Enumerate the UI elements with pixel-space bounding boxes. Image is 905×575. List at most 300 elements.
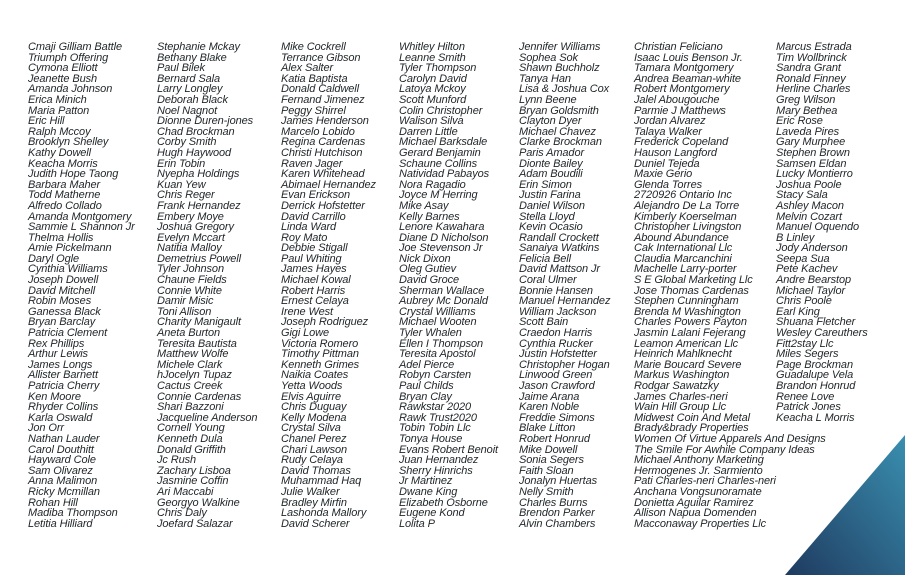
name-entry: James Henderson xyxy=(281,115,369,128)
name-entry: Letitia Hilliard xyxy=(28,517,93,530)
name-entry: Linwood Green xyxy=(519,369,593,382)
name-entry: Hayward Cole xyxy=(28,454,96,467)
name-entry: Noel Nagnot xyxy=(157,104,218,117)
name-entry: Women Of Virtue Apparels And Designs xyxy=(634,432,826,445)
name-entry: Randall Crockett xyxy=(519,231,599,244)
name-entry: Crystal Williams xyxy=(399,305,476,318)
name-entry: Ganessa Black xyxy=(28,305,101,318)
name-entry: Ken Moore xyxy=(28,390,81,403)
name-entry: Maxie Gerio xyxy=(634,168,693,181)
name-entry: Adel Pierce xyxy=(399,358,455,371)
name-entry: Mike Cockrell xyxy=(281,41,346,53)
name-entry: B Linley xyxy=(776,231,815,244)
name-entry: Bonnie Hansen xyxy=(519,284,593,297)
name-entry: Nyepha Holdings xyxy=(157,168,240,181)
name-entry: Amanda Johnson xyxy=(28,83,113,96)
name-entry: Tyler Thompson xyxy=(399,62,477,75)
name-entry: Ronald Finney xyxy=(776,72,846,85)
name-entry: Julie Walker xyxy=(281,485,340,498)
name-entry: Cactus Creek xyxy=(157,380,223,392)
name-entry: Teresita Apostol xyxy=(399,348,476,361)
name-entry: Hugh Haywood xyxy=(157,146,232,159)
name-entry: Crystal Silva xyxy=(281,422,341,435)
name-entry: Derrick Hofstetter xyxy=(281,199,365,212)
name-entry: Madiba Thompson xyxy=(28,507,118,520)
name-entry: Kelly Modena xyxy=(281,411,347,424)
name-entry: Kenneth Grimes xyxy=(281,358,360,371)
name-entry: Stacy Sala xyxy=(776,189,828,202)
name-entry: Michael Wooten xyxy=(399,316,477,329)
name-entry: Amie Pickelmann xyxy=(28,242,112,255)
name-entry: Corby Smith xyxy=(157,136,217,149)
name-entry: Chris Poole xyxy=(776,295,832,308)
name-entry: Herline Charles xyxy=(776,83,851,96)
name-entry: Judith Hope Taong xyxy=(28,168,119,181)
name-entry: Felicia Bell xyxy=(519,252,571,265)
name-entry: Robyn Carsten xyxy=(399,369,472,382)
name-entry: David Thomas xyxy=(281,464,351,477)
name-entry: Duniel Tejeda xyxy=(634,157,700,170)
name-entry: Cornell Young xyxy=(157,422,225,435)
name-entry: Claudia Marcanchini xyxy=(634,252,732,265)
name-entry: Page Brockman xyxy=(776,358,853,371)
name-entry: Craedon Harris xyxy=(519,327,593,340)
name-entry: Darren Little xyxy=(399,125,458,138)
name-entry: Kelly Barnes xyxy=(399,210,460,223)
name-entry: Renee Love xyxy=(776,390,835,403)
name-entry: Connie White xyxy=(157,284,222,297)
name-entry: Justin Farina xyxy=(519,189,581,202)
name-entry: Latoya Mckoy xyxy=(399,83,466,96)
name-entry: The Smile For Awhile Company Ideas xyxy=(634,443,815,456)
name-entry: Regina Cardenas xyxy=(281,136,366,149)
name-entry: Manuel Oquendo xyxy=(776,221,859,234)
name-entry: Adam Boudili xyxy=(519,168,583,181)
name-entry: Parmie J Matthews xyxy=(634,104,726,117)
name-entry: Andre Bearstop xyxy=(776,274,852,287)
name-entry: Thelma Hollis xyxy=(28,231,94,244)
name-entry: Heinrich Mahlknecht xyxy=(634,348,732,361)
name-entry: Peggy Shirrel xyxy=(281,104,346,117)
name-entry: David Groce xyxy=(399,274,460,287)
name-entry: Gerard Benjamin xyxy=(399,146,481,159)
name-entry: Scott Bain xyxy=(519,316,569,329)
name-entry: Melvin Cozart xyxy=(776,210,842,223)
name-entry: Evelyn Mccart xyxy=(157,231,225,244)
name-entry: Jalel Abougouche xyxy=(634,93,720,106)
name-entry: Joefard Salazar xyxy=(157,517,233,530)
name-entry: Tyler Whalen xyxy=(399,327,462,340)
name-entry: David Carrillo xyxy=(281,210,346,223)
name-entry: David Mattson Jr xyxy=(519,263,600,276)
name-entry: Frederick Copeland xyxy=(634,136,729,149)
names-column-7 xyxy=(776,42,868,423)
name-entry: Mike Dowell xyxy=(519,443,578,456)
name-entry: Erin Tobin xyxy=(157,157,206,170)
name-entry: Joe Stevenson Jr xyxy=(399,242,483,255)
name-entry: Karen Noble xyxy=(519,401,580,414)
name-entry: Isaac Louis Benson Jr. xyxy=(634,51,743,64)
name-entry: Jacqueline Anderson xyxy=(157,411,258,424)
name-entry: Donald Griffith xyxy=(157,443,226,456)
name-entry: Anna Malimon xyxy=(28,475,98,488)
name-entry: Jaime Arana xyxy=(519,390,580,403)
name-entry: Nora Ragadio xyxy=(399,178,466,191)
name-entry: Brendon Parker xyxy=(519,507,595,520)
name-entry: Keacha L Morris xyxy=(776,411,855,424)
name-entry: Charles Powers Payton xyxy=(634,316,747,329)
name-entry: Aneta Burton xyxy=(157,327,221,340)
name-entry: Midwest Coin And Metal xyxy=(634,411,750,424)
name-entry: Barbara Maher xyxy=(28,178,101,191)
name-entry: Arthur Lewis xyxy=(28,348,88,361)
name-entry: Amanda Montgomery xyxy=(28,210,132,223)
name-entry: Joshua Gregory xyxy=(157,221,234,234)
name-entry: Joseph Dowell xyxy=(28,274,99,287)
name-entry: Kimberly Koerselman xyxy=(634,210,737,223)
name-entry: Tobin Tobin Llc xyxy=(399,422,471,435)
name-entry: Jose Thomas Cardenas xyxy=(634,284,749,297)
name-entry: Patrick Jones xyxy=(776,401,841,414)
name-entry: Todd Matherne xyxy=(28,189,101,202)
name-entry: Brady&brady Properties xyxy=(634,422,749,435)
name-entry: James Hayes xyxy=(281,263,347,276)
name-entry: Bethany Blake xyxy=(157,51,227,64)
name-entry: James Longs xyxy=(28,358,93,371)
name-entry: 2720926 Ontario Inc xyxy=(634,189,732,202)
name-entry: Miles Segers xyxy=(776,348,839,361)
name-entry: Alfredo Collado xyxy=(28,199,102,212)
name-entry: Terrance Gibson xyxy=(281,51,361,64)
name-entry: Lisa & Joshua Cox xyxy=(519,83,610,96)
name-entry: Dionne Duren-jones xyxy=(157,115,254,128)
name-entry: Marcelo Lobido xyxy=(281,125,355,138)
name-entry: Donald Caldwell xyxy=(281,83,359,96)
name-entry: Macconaway Properties Llc xyxy=(634,517,767,530)
name-entry: Clarke Brockman xyxy=(519,136,602,149)
name-entry: Chanel Perez xyxy=(281,432,347,445)
name-entry: Jasmine Coffin xyxy=(157,475,229,488)
name-entry: Bryan Goldsmith xyxy=(519,104,599,117)
name-entry: Eugene Kond xyxy=(399,507,465,520)
name-entry: Tyler Johnson xyxy=(157,263,224,276)
name-entry: Pete Kachev xyxy=(776,263,838,276)
name-entry: Tamara Montgomery xyxy=(634,62,734,75)
name-entry: Justin Hofstetter xyxy=(519,348,597,361)
name-entry: Irene West xyxy=(281,305,333,318)
name-entry: Jason Crawford xyxy=(519,380,595,392)
name-entry: Jr Martinez xyxy=(399,475,453,488)
name-entry: Yetta Woods xyxy=(281,380,343,392)
name-entry: Andrea Beaman-white xyxy=(634,72,741,85)
name-entry: Keacha Morris xyxy=(28,157,98,170)
name-entry: Cymona Elliott xyxy=(28,62,98,75)
name-entry: Evan Erickson xyxy=(281,189,351,202)
name-entry: Jeanette Bush xyxy=(28,72,98,85)
name-entry: Seepa Sua xyxy=(776,252,830,265)
name-entry: Triumph Offering xyxy=(28,51,109,64)
name-entry: Robert Harris xyxy=(281,284,346,297)
name-entry: Nelly Smith xyxy=(519,485,574,498)
name-entry: Alex Salter xyxy=(281,62,334,75)
name-entry: Rudy Celaya xyxy=(281,454,343,467)
name-entry: Michael Kowal xyxy=(281,274,351,287)
name-entry: Ernest Celaya xyxy=(281,295,349,308)
name-entry: Lashonda Mallory xyxy=(281,507,367,520)
name-entry: Frank Hernandez xyxy=(157,199,241,212)
name-entry: Sanaiya Watkins xyxy=(519,242,600,255)
name-entry: Damir Misic xyxy=(157,295,214,308)
name-entry: Machelle Larry-porter xyxy=(634,263,737,276)
name-entry: Kevin Ocasio xyxy=(519,221,583,234)
name-entry: Erin Simon xyxy=(519,178,572,191)
name-entry: Daryl Ogle xyxy=(28,252,79,265)
name-entry: hJocelyn Tupaz xyxy=(157,369,232,382)
name-entry: Paris Amador xyxy=(519,146,585,159)
name-entry: Mary Bethea xyxy=(776,104,838,117)
name-entry: Cak International Llc xyxy=(634,242,733,255)
names-column-5 xyxy=(519,42,610,529)
name-entry: Gary Murphee xyxy=(776,136,846,149)
name-entry: Christian Feliciano xyxy=(634,41,723,53)
name-entry: Cynthia Rucker xyxy=(519,337,593,350)
name-entry: Jasmin Lalani Fejerang xyxy=(634,327,746,340)
name-entry: Paul Bilek xyxy=(157,62,205,75)
name-entry: Muhammad Haq xyxy=(281,475,362,488)
name-entry: Joseph Rodriguez xyxy=(281,316,369,329)
name-entry: Manuel Hernandez xyxy=(519,295,611,308)
name-entry: Dionte Bailey xyxy=(519,157,583,170)
name-entry: Charity Manigault xyxy=(157,316,241,329)
name-entry: Shari Bazzoni xyxy=(157,401,224,414)
name-entry: Tonya House xyxy=(399,432,463,445)
name-entry: Whitley Hilton xyxy=(399,41,465,53)
name-entry: Zachary Lisboa xyxy=(157,464,231,477)
name-entry: Eric Rose xyxy=(776,115,823,128)
name-entry: Raven Jager xyxy=(281,157,343,170)
name-entry: Greg Wilson xyxy=(776,93,836,106)
name-entry: Larry Longley xyxy=(157,83,223,96)
name-entry: Abound Abundance xyxy=(634,231,729,244)
name-entry: Robert Honrud xyxy=(519,432,590,445)
name-entry: Stephen Brown xyxy=(776,146,850,159)
name-entry: Cmaji Gilliam Battle xyxy=(28,41,122,53)
donor-names-list xyxy=(0,42,905,542)
name-entry: Talaya Walker xyxy=(634,125,702,138)
name-entry: Shuana Fletcher xyxy=(776,316,856,329)
name-entry: Joyce M Herring xyxy=(399,189,478,202)
name-entry: Jennifer Williams xyxy=(519,41,601,53)
name-entry: Wesley Careuthers xyxy=(776,327,868,340)
name-entry: Ralph Mccoy xyxy=(28,125,91,138)
names-column-1 xyxy=(28,42,135,529)
name-entry: Freddie Simons xyxy=(519,411,595,424)
name-entry: Dwane King xyxy=(399,485,458,498)
name-entry: Tanya Han xyxy=(519,72,571,85)
name-entry: Michael Chavez xyxy=(519,125,596,138)
name-entry: William Jackson xyxy=(519,305,597,318)
name-entry: Sandra Grant xyxy=(776,62,841,75)
name-entry: Ricky Mcmillan xyxy=(28,485,100,498)
name-entry: Lenore Kawahara xyxy=(399,221,485,234)
name-entry: Kuan Yew xyxy=(157,178,206,191)
name-entry: Jody Anderson xyxy=(776,242,848,255)
names-column-2 xyxy=(157,42,257,529)
name-entry: James Charles-neri xyxy=(634,390,728,403)
name-entry: Karen Whitehead xyxy=(281,168,365,181)
name-entry: Maria Patton xyxy=(28,104,90,117)
name-entry: Brooklyn Shelley xyxy=(28,136,109,149)
name-entry: Alvin Chambers xyxy=(519,517,596,530)
name-entry: Eric Hill xyxy=(28,115,65,128)
name-entry: Georgyo Walkine xyxy=(157,496,240,509)
name-entry: Matthew Wolfe xyxy=(157,348,229,361)
name-entry: Karla Oswald xyxy=(28,411,93,424)
name-entry: Teresita Bautista xyxy=(157,337,237,350)
name-entry: Nathan Lauder xyxy=(28,432,100,445)
name-entry: Marie Boucard Severe xyxy=(634,358,742,371)
names-column-3 xyxy=(281,42,376,529)
name-entry: Mike Asay xyxy=(399,199,449,212)
name-entry: Michael Taylor xyxy=(776,284,846,297)
name-entry: Oleg Gutiev xyxy=(399,263,456,276)
name-entry: Bryan Clay xyxy=(399,390,452,403)
name-entry: Jon Orr xyxy=(28,422,64,435)
name-entry: Cynthia Williams xyxy=(28,263,108,276)
name-entry: Stephanie Mckay xyxy=(157,41,240,53)
name-entry: Demetrius Powell xyxy=(157,252,241,265)
name-entry: Rex Phillips xyxy=(28,337,85,350)
name-entry: Charles Burns xyxy=(519,496,588,509)
name-entry: Daniel Wilson xyxy=(519,199,585,212)
name-entry: Sherman Wallace xyxy=(399,284,485,297)
name-entry: Markus Washington xyxy=(634,369,730,382)
name-entry: Sonia Segers xyxy=(519,454,584,467)
name-entry: Stephen Cunningham xyxy=(634,295,739,308)
name-entry: Christi Hutchison xyxy=(281,146,363,159)
name-entry: Scott Munford xyxy=(399,93,467,106)
name-entry: Glenda Torres xyxy=(634,178,702,191)
name-entry: Ellen I Thompson xyxy=(399,337,483,350)
name-entry: Erica Minich xyxy=(28,93,87,106)
name-entry: Victoria Romero xyxy=(281,337,359,350)
name-entry: Sophea Sok xyxy=(519,51,578,64)
name-entry: David Scherer xyxy=(281,517,350,530)
name-entry: Gigi Lowe xyxy=(281,327,330,340)
name-entry: Ari Maccabi xyxy=(157,485,214,498)
name-entry: S E Global Marketing Llc xyxy=(634,274,753,287)
name-entry: Toni Allison xyxy=(157,305,212,318)
name-entry: Christopher Livingston xyxy=(634,221,742,234)
name-entry: Wain Hill Group Llc xyxy=(634,401,727,414)
name-entry: Lucky Montierro xyxy=(776,168,853,181)
name-entry: Michael Barksdale xyxy=(399,136,488,149)
name-entry: Diane D Nicholson xyxy=(399,231,489,244)
name-entry: Schaune Collins xyxy=(399,157,477,170)
name-entry: Rohan Hill xyxy=(28,496,78,509)
name-entry: Allison Napua Domenden xyxy=(634,507,757,520)
name-entry: Timothy Pittman xyxy=(281,348,359,361)
name-entry: Allister Barnett xyxy=(28,369,98,382)
name-entry: Natitia Malloy xyxy=(157,242,222,255)
name-entry: Ashley Macon xyxy=(776,199,844,212)
name-entry: Deborah Black xyxy=(157,93,228,106)
name-entry: Michele Clark xyxy=(157,358,223,371)
name-entry: Kathy Dowell xyxy=(28,146,91,159)
name-entry: Chris Daly xyxy=(157,507,207,520)
name-entry: Bryan Barclay xyxy=(28,316,96,329)
name-entry: Earl King xyxy=(776,305,820,318)
name-entry: Kenneth Dula xyxy=(157,432,223,445)
name-entry: Bradley Mirfin xyxy=(281,496,347,509)
name-entry: Brenda M Washington xyxy=(634,305,741,318)
names-column-4 xyxy=(399,42,498,529)
name-entry: Paul Whiting xyxy=(281,252,342,265)
name-entry: Anchana Vongsunoramate xyxy=(634,485,762,498)
corner-triangle-decoration xyxy=(785,435,905,575)
name-entry: Leanne Smith xyxy=(399,51,466,64)
name-entry: Connie Cardenas xyxy=(157,390,242,403)
name-entry: Sherry Hinrichs xyxy=(399,464,473,477)
name-entry: Hermogenes Jr. Sarmiento xyxy=(634,464,763,477)
name-entry: Marcus Estrada xyxy=(776,41,852,53)
name-entry: Chris Duguay xyxy=(281,401,347,414)
name-entry: Christopher Hogan xyxy=(519,358,610,371)
name-entry: Coral Ulmer xyxy=(519,274,577,287)
name-entry: Naikia Coates xyxy=(281,369,349,382)
name-entry: Sam Olivarez xyxy=(28,464,93,477)
name-entry: Rawkstar 2020 xyxy=(399,401,472,414)
name-entry: Paul Childs xyxy=(399,380,454,392)
name-entry: Michael Anthony Marketing xyxy=(634,454,764,467)
name-entry: Colin Christopher xyxy=(399,104,483,117)
name-entry: Katia Baptista xyxy=(281,72,348,85)
name-entry: Leamon American Llc xyxy=(634,337,739,350)
name-entry: Juan Hernandez xyxy=(399,454,479,467)
name-entry: Chari Lawson xyxy=(281,443,348,456)
name-entry: Chris Reger xyxy=(157,189,215,202)
name-entry: Elizabeth Osborne xyxy=(399,496,488,509)
name-entry: Guadalupe Vela xyxy=(776,369,854,382)
name-entry: Shawn Buchholz xyxy=(519,62,600,75)
name-entry: Fitt2stay Llc xyxy=(776,337,834,350)
name-entry: David Mitchell xyxy=(28,284,96,297)
name-entry: Nick Dixon xyxy=(399,252,451,265)
name-entry: Jc Rush xyxy=(157,454,197,467)
name-entry: Carol Douthitt xyxy=(28,443,94,456)
name-entry: Roy Mato xyxy=(281,231,328,244)
name-entry: Patricia Clement xyxy=(28,327,108,340)
name-entry: Elvis Aguirre xyxy=(281,390,342,403)
name-entry: Walison Silva xyxy=(399,115,464,128)
name-entry: Laveda Pires xyxy=(776,125,840,138)
name-entry: Robert Montgomery xyxy=(634,83,730,96)
name-entry: Robin Moses xyxy=(28,295,92,308)
name-entry: Tim Wollbrinck xyxy=(776,51,847,64)
name-entry: Pati Charles-neri Charles-neri xyxy=(634,475,776,488)
name-entry: Bernard Sala xyxy=(157,72,221,85)
name-entry: Rhyder Collins xyxy=(28,401,99,414)
name-entry: Chad Brockman xyxy=(157,125,235,138)
name-entry: Fernand Jimenez xyxy=(281,93,365,106)
name-entry: Hauson Langford xyxy=(634,146,717,159)
name-entry: Linda Ward xyxy=(281,221,337,234)
name-entry: Chaune Fields xyxy=(157,274,227,287)
name-entry: Joshua Poole xyxy=(776,178,842,191)
name-entry: Donietta Aguilar Ramirez xyxy=(634,496,754,509)
name-entry: Embery Moye xyxy=(157,210,224,223)
name-entry: Natividad Pabayos xyxy=(399,168,490,181)
